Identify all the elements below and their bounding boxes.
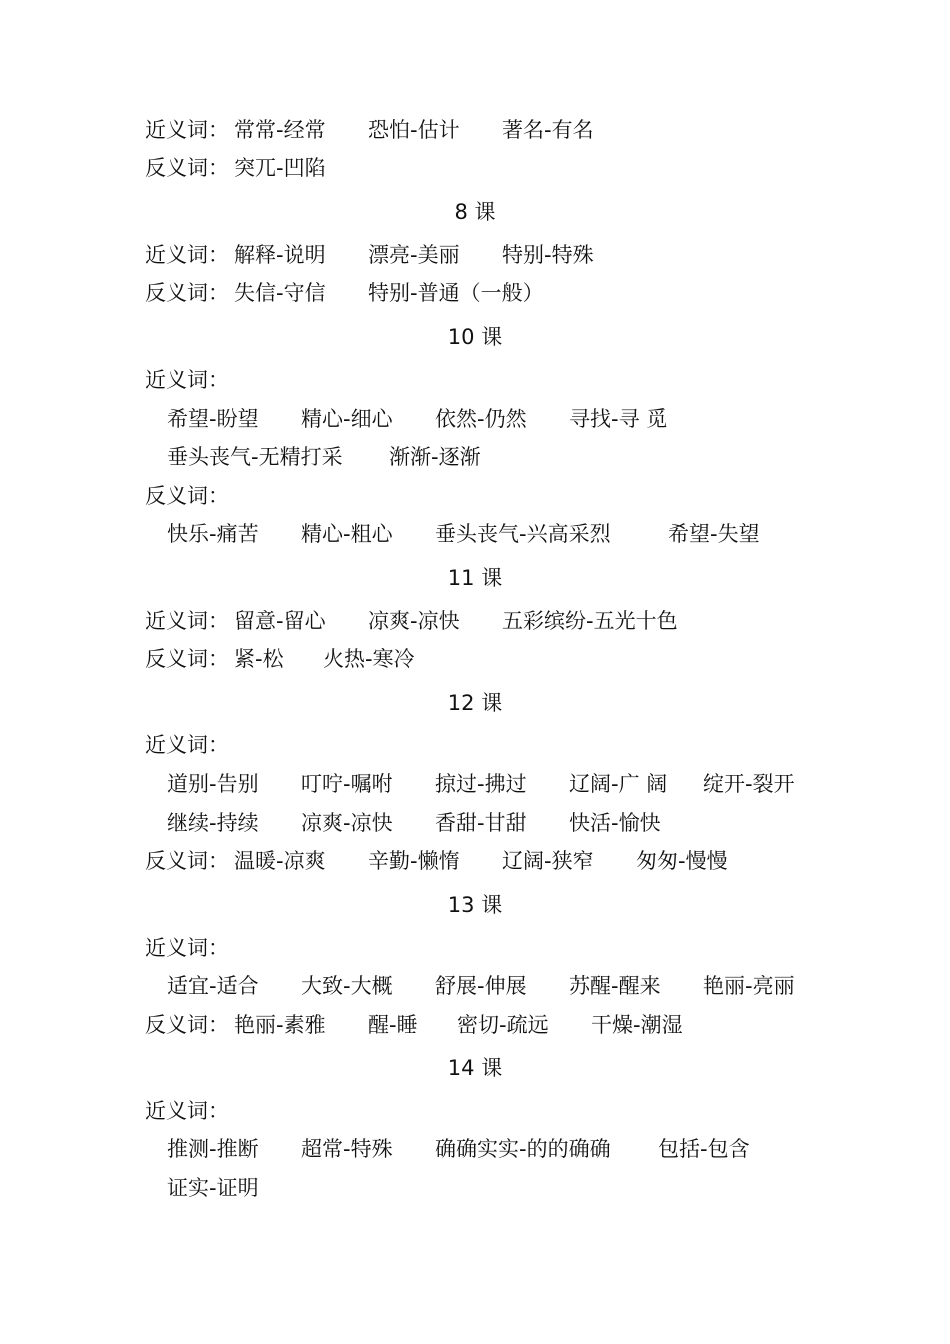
word-pair: 突兀-凹陷 — [234, 156, 326, 180]
line-label: 反义词： — [145, 1013, 229, 1037]
word-pair: 解释-说明 — [234, 243, 326, 267]
word-pair: 干燥-潮湿 — [591, 1013, 683, 1037]
lesson-heading: 14 课 — [447, 1056, 503, 1080]
word-pair: 垂头丧气-兴高采烈 — [435, 522, 611, 546]
word-pair: 证实-证明 — [167, 1176, 259, 1200]
word-pair: 留意-留心 — [234, 609, 326, 633]
word-pair: 掠过-拂过 — [435, 772, 527, 796]
word-pair: 大致-大概 — [301, 974, 393, 998]
lesson-heading: 11 课 — [447, 566, 503, 590]
word-pair: 常常-经常 — [234, 118, 326, 142]
word-pair: 超常-特殊 — [301, 1137, 393, 1161]
word-pair: 香甜-甘甜 — [435, 811, 527, 835]
line-label: 近义词： — [145, 368, 229, 392]
word-pair: 辽阔-狭窄 — [502, 849, 594, 873]
word-pair: 垂头丧气-无精打采 — [167, 445, 343, 469]
word-pair: 快活-愉快 — [569, 811, 661, 835]
line-label: 反义词： — [145, 484, 229, 508]
line-label: 近义词： — [145, 1099, 229, 1123]
word-pair: 温暖-凉爽 — [234, 849, 326, 873]
word-pair: 辽阔-广 阔 — [569, 772, 668, 796]
lesson-heading: 12 课 — [447, 691, 503, 715]
word-pair: 绽开-裂开 — [703, 772, 795, 796]
lesson-heading: 10 课 — [447, 325, 503, 349]
word-pair: 继续-持续 — [167, 811, 259, 835]
lesson-heading: 8 课 — [454, 200, 496, 224]
word-pair: 希望-失望 — [668, 522, 760, 546]
word-pair: 匆匆-慢慢 — [636, 849, 728, 873]
word-pair: 恐怕-估计 — [368, 118, 460, 142]
word-pair: 叮咛-嘱咐 — [301, 772, 393, 796]
line-label: 反义词： — [145, 281, 229, 305]
word-pair: 密切-疏远 — [457, 1013, 549, 1037]
word-pair: 寻找-寻 觅 — [569, 407, 668, 431]
word-pair: 漂亮-美丽 — [368, 243, 460, 267]
line-label: 近义词： — [145, 118, 229, 142]
word-pair: 苏醒-醒来 — [569, 974, 661, 998]
word-pair: 凉爽-凉快 — [301, 811, 393, 835]
word-pair: 希望-盼望 — [167, 407, 259, 431]
line-label: 近义词： — [145, 936, 229, 960]
line-label: 反义词： — [145, 849, 229, 873]
word-pair: 醒-睡 — [368, 1013, 418, 1037]
word-pair: 确确实实-的的确确 — [435, 1137, 611, 1161]
word-pair: 精心-粗心 — [301, 522, 393, 546]
word-pair: 道别-告别 — [167, 772, 259, 796]
word-pair: 紧-松 — [234, 647, 284, 671]
line-label: 反义词： — [145, 647, 229, 671]
word-pair: 五彩缤纷-五光十色 — [502, 609, 678, 633]
word-pair: 特别-普通（一般） — [368, 281, 544, 305]
line-label: 近义词： — [145, 733, 229, 757]
lesson-heading: 13 课 — [447, 893, 503, 917]
word-pair: 凉爽-凉快 — [368, 609, 460, 633]
word-pair: 特别-特殊 — [502, 243, 594, 267]
word-pair: 适宜-适合 — [167, 974, 259, 998]
word-pair: 依然-仍然 — [435, 407, 527, 431]
word-pair: 推测-推断 — [167, 1137, 259, 1161]
line-label: 近义词： — [145, 243, 229, 267]
word-pair: 失信-守信 — [234, 281, 326, 305]
word-pair: 快乐-痛苦 — [167, 522, 259, 546]
word-pair: 包括-包含 — [658, 1137, 750, 1161]
word-pair: 著名-有名 — [502, 118, 594, 142]
word-pair: 火热-寒冷 — [323, 647, 415, 671]
line-label: 近义词： — [145, 609, 229, 633]
word-pair: 舒展-伸展 — [435, 974, 527, 998]
word-pair: 精心-细心 — [301, 407, 393, 431]
line-label: 反义词： — [145, 156, 229, 180]
word-pair: 艳丽-素雅 — [234, 1013, 326, 1037]
word-pair: 渐渐-逐渐 — [389, 445, 481, 469]
word-pair: 艳丽-亮丽 — [703, 974, 795, 998]
word-pair: 辛勤-懒惰 — [368, 849, 460, 873]
